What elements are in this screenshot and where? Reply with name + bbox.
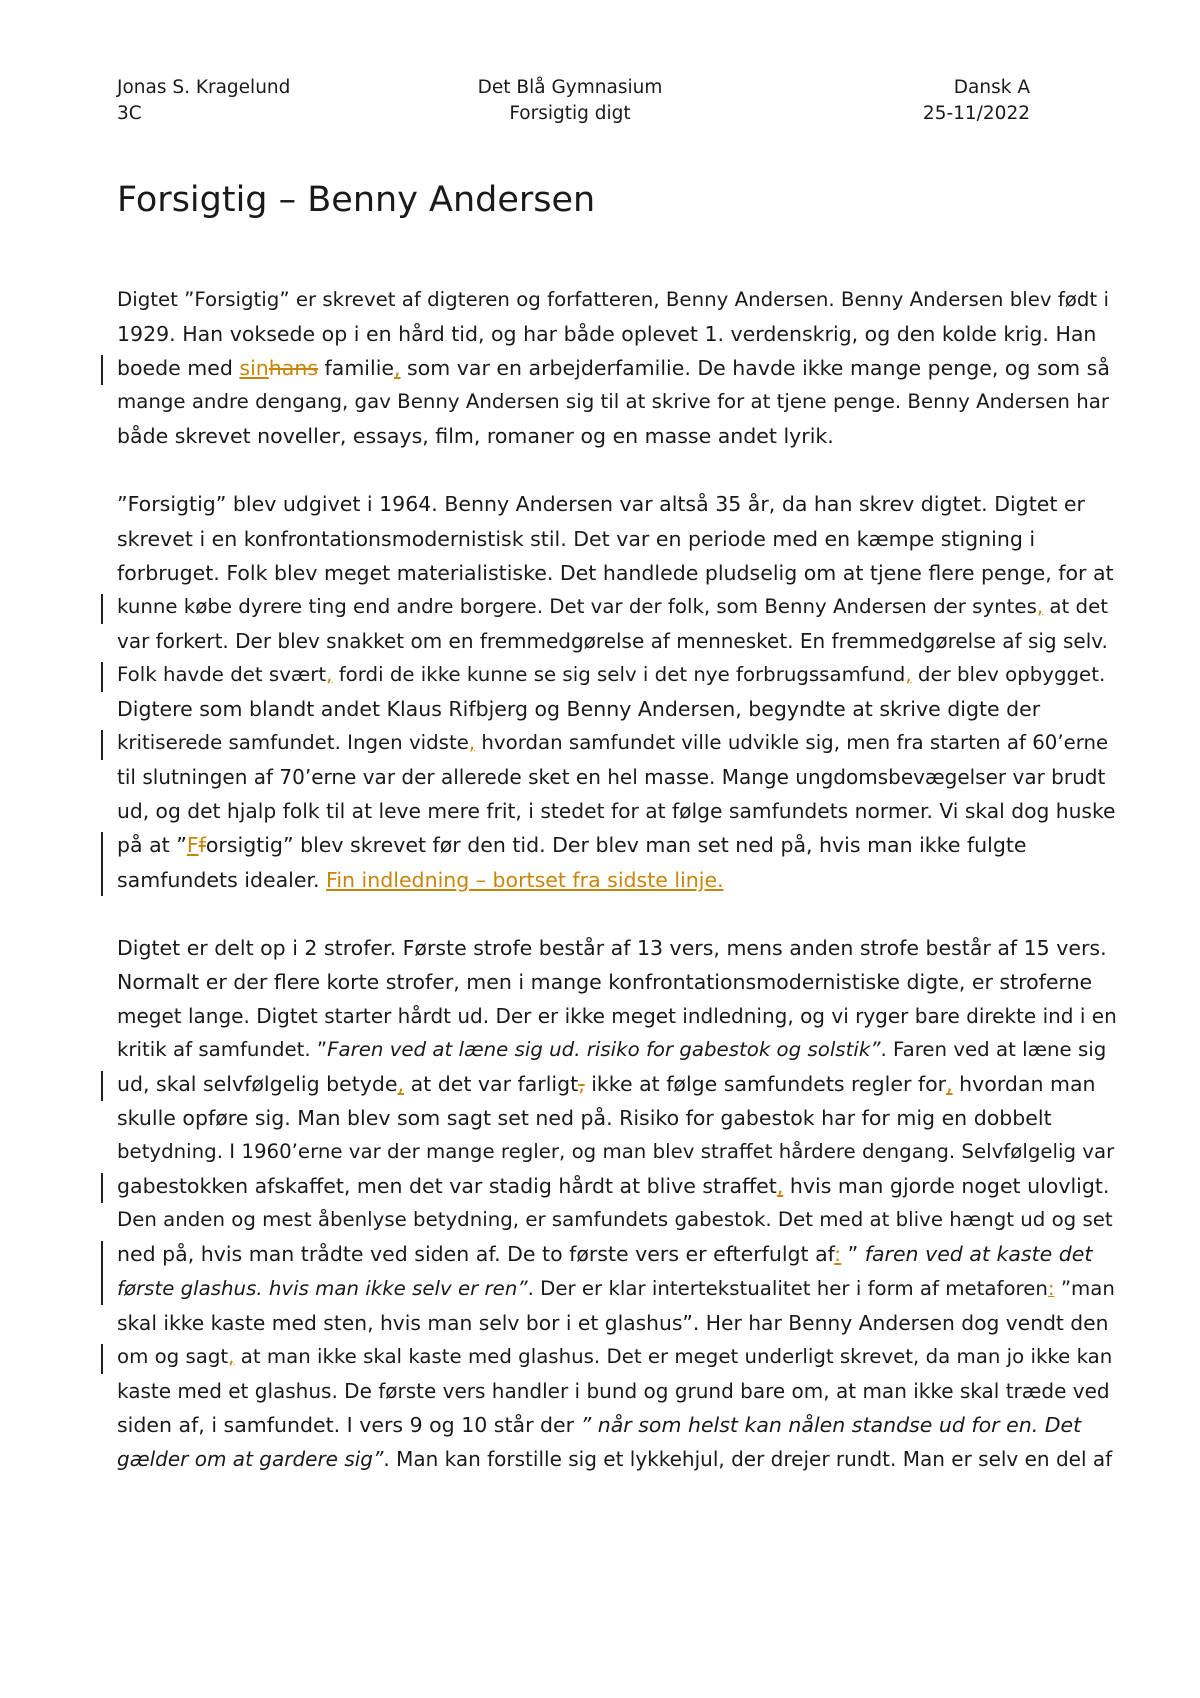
text-line: kritiserede samfundet. Ingen vidste, hvordan samfundet ville udvikle sig, men fra starten af 60’erne (117, 726, 1117, 760)
text-line: 1929. Han voksede op i en hård tid, og har både oplevet 1. verdenskrig, og den kolde krig. Han (117, 322, 1097, 347)
text-line: Digtet er delt op i 2 strofer. Første strofe består af 13 vers, mens anden strofe består af 15 vers. (117, 935, 1107, 960)
text-line: kritik af samfundet. ”Faren ved at læne sig ud. risiko for gabestok og solstik”. Faren ved at læne sig (117, 1037, 1107, 1061)
tracked-insertion[interactable]: sin (239, 356, 269, 381)
text-line: samfundets idealer. Fin indledning – bortset fra sidste linje. (117, 867, 724, 892)
tracked-insertion[interactable]: , (946, 1071, 953, 1096)
tracked-deletion[interactable]: hans (268, 356, 319, 381)
text-line: kaste med et glashus. De første vers handler i bund og grund bare om, at man ikke skal træde ved (117, 1378, 1110, 1403)
text-line: gabestokken afskaffet, men det var stadig hårdt at blive straffet, hvis man gjorde noget ulovligt. (117, 1169, 1117, 1203)
tracked-insertion[interactable]: : (834, 1242, 842, 1267)
paragraph-1 (117, 283, 1117, 453)
author-name: Jonas S. Kragelund (117, 77, 291, 98)
text-line: om og sagt, at man ikke skal kaste med glashus. Det er meget underligt skrevet, da man jo ikke kan (117, 1340, 1117, 1374)
tracked-insertion[interactable]: , (397, 1071, 405, 1096)
tracked-deletion[interactable]: , (578, 1071, 585, 1096)
text-line: forbruget. Folk blev meget materialistiske. Det handlede pludselig om at tjene flere penge, for at (117, 560, 1114, 585)
class-name: 3C (117, 103, 142, 124)
school-name: Det Blå Gymnasium (477, 77, 663, 98)
document-body (117, 283, 1117, 1510)
text-line: gælder om at gardere sig”. Man kan forstille sig et lykkehjul, der drejer rundt. Man er selv en del af (117, 1447, 1113, 1471)
poem-quote: første glashus. hvis man ikke selv er ren” (117, 1276, 528, 1300)
change-bar (101, 1241, 103, 1305)
page-title: Forsigtig – Benny Andersen (117, 180, 596, 220)
change-bar (101, 832, 103, 896)
tracked-insertion[interactable]: , (228, 1344, 235, 1368)
text-line: Den anden og mest åbenlyse betydning, er samfundets gabestok. Det med at blive hængt ud og set (117, 1208, 1113, 1232)
tracked-insertion[interactable]: : (1047, 1276, 1055, 1300)
change-bar (101, 1071, 103, 1101)
text-line: Digtere som blandt andet Klaus Rifbjerg og Benny Andersen, begyndte at skrive digte der (117, 697, 1041, 722)
text-line: meget lange. Digtet starter hårdt ud. Der er ikke meget indledning, og vi ryger bare direkte ind i en (117, 1003, 1117, 1028)
header-center (430, 75, 710, 127)
tracked-insertion[interactable]: , (468, 731, 476, 755)
assignment-name: Forsigtig digt (509, 103, 631, 124)
tracked-insertion[interactable]: , (776, 1174, 784, 1199)
text-line: på at ”Fforsigtig” blev skrevet før den tid. Der blev man set ned på, hvis man ikke fulgte (117, 828, 1117, 862)
text-line: både skrevet noveller, essays, film, romaner og en masse andet lyrik. (117, 424, 834, 449)
tracked-insertion[interactable]: , (905, 662, 912, 686)
header-right (830, 75, 1030, 127)
text-line: ud, og det hjalp folk til at leve mere frit, i stedet for at følge samfundets normer. Vi skal dog huske (117, 799, 1116, 824)
change-bar (101, 355, 103, 385)
text-line: skal ikke kaste med sten, hvis man selv bor i et glashus”. Her har Benny Andersen dog vendt den (117, 1310, 1109, 1335)
poem-quote: faren ved at kaste det (864, 1242, 1093, 1267)
change-bar (101, 730, 103, 760)
paragraph-2 (117, 487, 1117, 896)
text-line: var forkert. Der blev snakket om en fremmedgørelse af mennesket. En fremmedgørelse af sig selv. (117, 628, 1108, 653)
review-comment[interactable]: Fin indledning – bortset fra sidste linje. (326, 867, 724, 892)
poem-quote: ” når som helst kan nålen standse ud for en. Det (580, 1412, 1082, 1437)
text-line: betydning. I 1960’erne var der mange regler, og man blev straffet hårdere dengang. Selvfølgelig var (117, 1140, 1115, 1164)
text-line: mange andre dengang, gav Benny Andersen sig til at skrive for at tjene penge. Benny Andersen har (117, 390, 1109, 414)
poem-quote: gælder om at gardere sig” (117, 1447, 384, 1471)
change-bar (101, 594, 103, 624)
text-line: til slutningen af 70’erne var der allerede sket en hel masse. Mange ungdomsbevægelser var brudt (117, 765, 1106, 790)
tracked-insertion[interactable]: , (394, 356, 401, 381)
text-line: ned på, hvis man trådte ved siden af. De to første vers er efterfulgt af: ” faren ved at kaste det (117, 1237, 1117, 1271)
text-line: første glashus. hvis man ikke selv er ren”. Der er klar intertekstualitet her i form af metaforen: ”man (117, 1276, 1115, 1300)
text-line: Normalt er der flere korte strofer, men i mange konfrontationsmodernistiske digte, er stroferne (117, 969, 1093, 994)
document-date: 25-11/2022 (922, 103, 1030, 124)
text-line: kunne købe dyrere ting end andre borgere. Det var der folk, som Benny Andersen der syntes, at det (117, 590, 1117, 624)
text-line: skulle opføre sig. Man blev som sagt set ned på. Risiko for gabestok har for mig en dobbelt (117, 1106, 1052, 1131)
subject-name: Dansk A (953, 77, 1030, 98)
tracked-insertion[interactable]: F (186, 833, 199, 858)
text-line: boede med sinhans familie, som var en arbejderfamilie. De havde ikke mange penge, og som så (117, 351, 1117, 385)
paragraph-3 (117, 931, 1117, 1477)
header-left (117, 75, 367, 127)
poem-quote: Faren ved at læne sig ud. risiko for gabestok og solstik” (327, 1037, 881, 1061)
change-bar (101, 662, 103, 692)
tracked-insertion[interactable]: , (326, 662, 333, 686)
text-line: Digtet ”Forsigtig” er skrevet af digteren og forfatteren, Benny Andersen. Benny Andersen blev født i (117, 288, 1109, 311)
tracked-insertion[interactable]: , (1036, 594, 1044, 618)
text-line: skrevet i en konfrontationsmodernistisk stil. Det var en periode med en kæmpe stigning i (117, 526, 1036, 551)
text-line: ud, skal selvfølgelig betyde, at det var farligt, ikke at følge samfundets regler for, hvordan man (117, 1067, 1117, 1101)
change-bar (101, 1344, 103, 1374)
text-line: Folk havde det svært, fordi de ikke kunne se sig selv i det nye forbrugssamfund, der blev opbygget. (117, 658, 1117, 692)
text-line: siden af, i samfundet. I vers 9 og 10 står der ” når som helst kan nålen standse ud for en. Det (117, 1412, 1082, 1437)
change-bar (101, 1173, 103, 1203)
text-line: ”Forsigtig” blev udgivet i 1964. Benny Andersen var altså 35 år, da han skrev digtet. Digtet er (117, 492, 1085, 517)
tracked-deletion[interactable]: f (198, 833, 206, 858)
